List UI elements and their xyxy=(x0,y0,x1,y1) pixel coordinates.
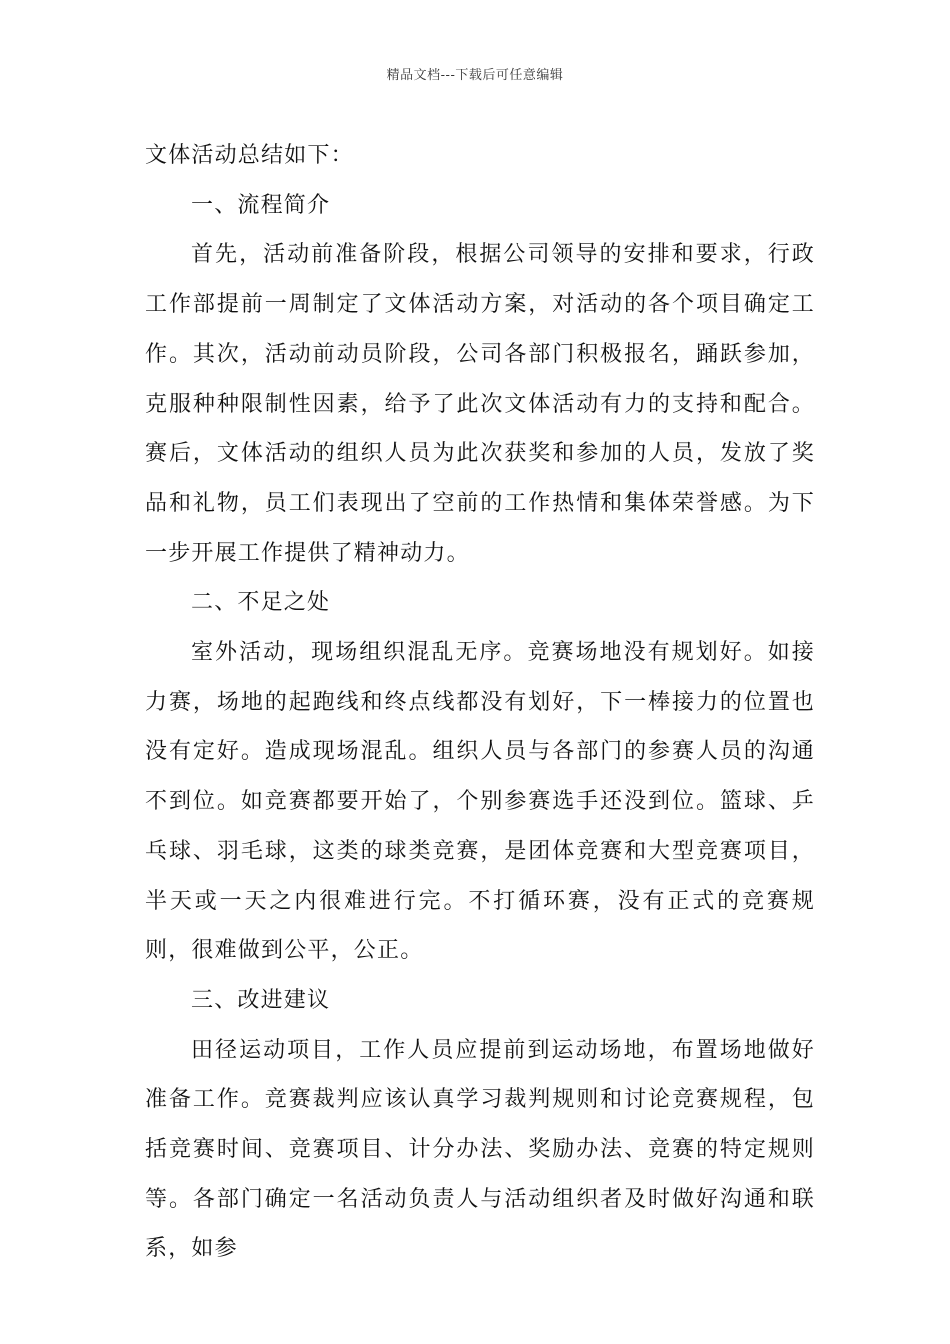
section-paragraph-process: 首先，活动前准备阶段，根据公司领导的安排和要求，行政工作部提前一周制定了文体活动方案，对活动的各个项目确定工作。其次，活动前动员阶段，公司各部门积极报名，踊跃参加，克服种种限制性因素，给予了此次文体活动有力的支持和配合。赛后，文体活动的组织人员为此次获奖和参加的人员，发放了奖品和礼物，员工们表现出了空前的工作热情和集体荣誉感。为下一步开展工作提供了精神动力。 xyxy=(145,242,815,566)
intro-line: 文体活动总结如下： xyxy=(145,143,354,168)
section-heading-shortcomings: 二、不足之处 xyxy=(191,590,331,616)
document-body xyxy=(145,131,815,1274)
page-header: 精品文档---下载后可任意编辑 xyxy=(386,68,564,83)
section-paragraph-shortcomings: 室外活动，现场组织混乱无序。竞赛场地没有规划好。如接力赛，场地的起跑线和终点线都没有划好，下一棒接力的位置也没有定好。造成现场混乱。组织人员与各部门的参赛人员的沟通不到位。如竞赛都要开始了，个别参赛选手还没到位。篮球、乒乓球、羽毛球，这类的球类竞赛，是团体竞赛和大型竞赛项目，半天或一天之内很难进行完。不打循环赛，没有正式的竞赛规则，很难做到公平，公正。 xyxy=(145,640,815,964)
section-paragraph-improvements: 田径运动项目，工作人员应提前到运动场地，布置场地做好准备工作。竞赛裁判应该认真学习裁判规则和讨论竞赛规程，包括竞赛时间、竞赛项目、计分办法、奖励办法、竞赛的特定规则等。各部门确定一名活动负责人与活动组织者及时做好沟通和联系，如参 xyxy=(145,1037,815,1262)
section-heading-process: 一、流程简介 xyxy=(191,192,331,218)
section-heading-improvements: 三、改进建议 xyxy=(191,987,331,1013)
